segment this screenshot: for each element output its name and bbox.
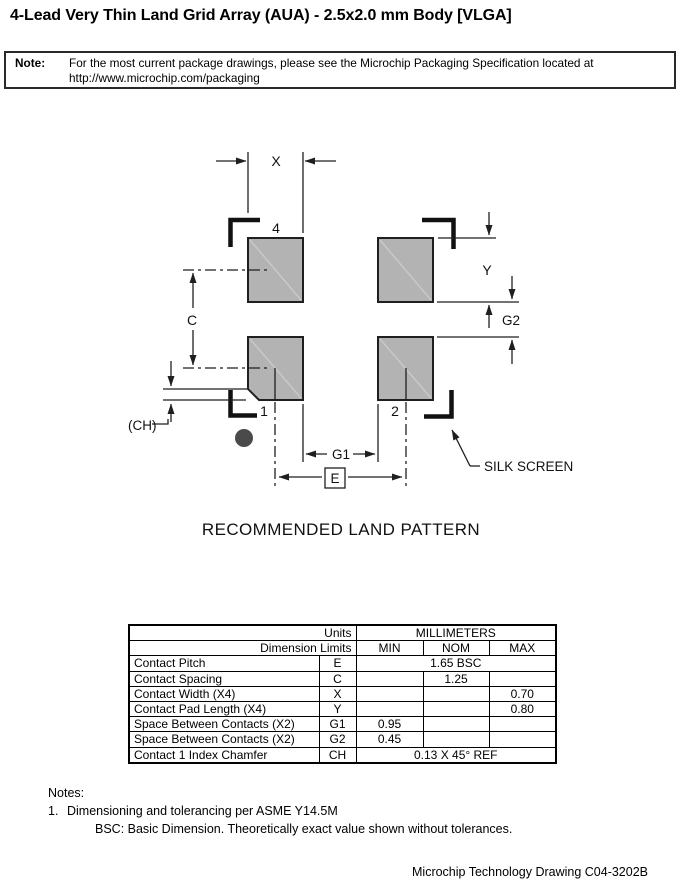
row-symbol: G1: [319, 717, 356, 732]
table-row: [129, 656, 556, 671]
row-min: 0.45: [356, 732, 423, 747]
row-min: 0.95: [356, 717, 423, 732]
note-line-2: http://www.microchip.com/packaging: [69, 70, 260, 85]
drawing-number: Microchip Technology Drawing C04-3202B: [412, 865, 649, 879]
row-nom: [423, 686, 489, 701]
table-header-limits: [129, 641, 556, 656]
col-header-nom: NOM: [423, 641, 489, 656]
row-symbol: Y: [319, 701, 356, 716]
silk-leader-arrow: [452, 430, 470, 466]
row-max: [489, 732, 556, 747]
row-name: Space Between Contacts (X2): [129, 732, 319, 747]
row-name: Contact Width (X4): [129, 686, 319, 701]
table-row: [129, 671, 556, 686]
row-max: [489, 717, 556, 732]
dimension-lines: [152, 152, 519, 490]
table-row: [129, 701, 556, 716]
pads: [248, 238, 433, 400]
limits-label-cell: Dimension Limits: [129, 641, 356, 656]
page-title: 4-Lead Very Thin Land Grid Array (AUA) - 2.5x2.0 mm Body [VLGA]: [10, 7, 512, 24]
silk-screen-label: SILK SCREEN: [484, 459, 574, 474]
units-label-cell: Units: [129, 625, 356, 641]
table-header-units: [129, 625, 556, 641]
row-name: Space Between Contacts (X2): [129, 717, 319, 732]
row-span-value: 0.13 X 45° REF: [356, 747, 556, 763]
dimensions-table: [128, 624, 557, 764]
note-line-1: For the most current package drawings, please see the Microchip Packaging Specification located at: [69, 56, 594, 70]
dim-label-ch: (CH): [128, 418, 157, 433]
row-name: Contact Pitch: [129, 656, 319, 671]
row-min: [356, 671, 423, 686]
diagram-caption: RECOMMENDED LAND PATTERN: [201, 520, 481, 539]
row-symbol: E: [319, 656, 356, 671]
row-min: [356, 686, 423, 701]
col-header-max: MAX: [489, 641, 556, 656]
row-max: [489, 671, 556, 686]
row-nom: [423, 701, 489, 716]
table-row: [129, 747, 556, 763]
notes-heading: Notes:: [48, 786, 85, 800]
dim-label-x: X: [271, 153, 281, 169]
row-max: 0.70: [489, 686, 556, 701]
units-value-cell: MILLIMETERS: [356, 625, 556, 641]
pad-2-number: 2: [391, 403, 399, 419]
row-min: [356, 701, 423, 716]
row-symbol: G2: [319, 732, 356, 747]
row-symbol: CH: [319, 747, 356, 763]
row-nom: [423, 717, 489, 732]
row-symbol: X: [319, 686, 356, 701]
table-row: [129, 732, 556, 747]
pin1-index-dot: [235, 429, 253, 447]
row-symbol: C: [319, 671, 356, 686]
note-1-number: 1.: [48, 804, 59, 818]
dim-label-c: C: [186, 312, 198, 328]
col-header-min: MIN: [356, 641, 423, 656]
table-row: [129, 717, 556, 732]
note-1-subtext: BSC: Basic Dimension. Theoretically exact value shown without tolerances.: [95, 822, 513, 836]
row-name: Contact 1 Index Chamfer: [129, 747, 319, 763]
dim-label-g1: G1: [331, 447, 351, 462]
dim-label-g2: G2: [501, 313, 521, 328]
dim-label-y: Y: [482, 262, 492, 278]
row-nom: [423, 732, 489, 747]
row-name: Contact Spacing: [129, 671, 319, 686]
table-row: [129, 686, 556, 701]
row-max: 0.80: [489, 701, 556, 716]
pad-4-number: 4: [272, 220, 280, 236]
dim-label-e: E: [330, 471, 340, 486]
row-span-value: 1.65 BSC: [356, 656, 556, 671]
pad-1-number: 1: [260, 403, 268, 419]
note-1-text: Dimensioning and tolerancing per ASME Y14.5M: [67, 804, 338, 818]
row-nom: 1.25: [423, 671, 489, 686]
note-label: Note:: [15, 56, 46, 70]
row-name: Contact Pad Length (X4): [129, 701, 319, 716]
